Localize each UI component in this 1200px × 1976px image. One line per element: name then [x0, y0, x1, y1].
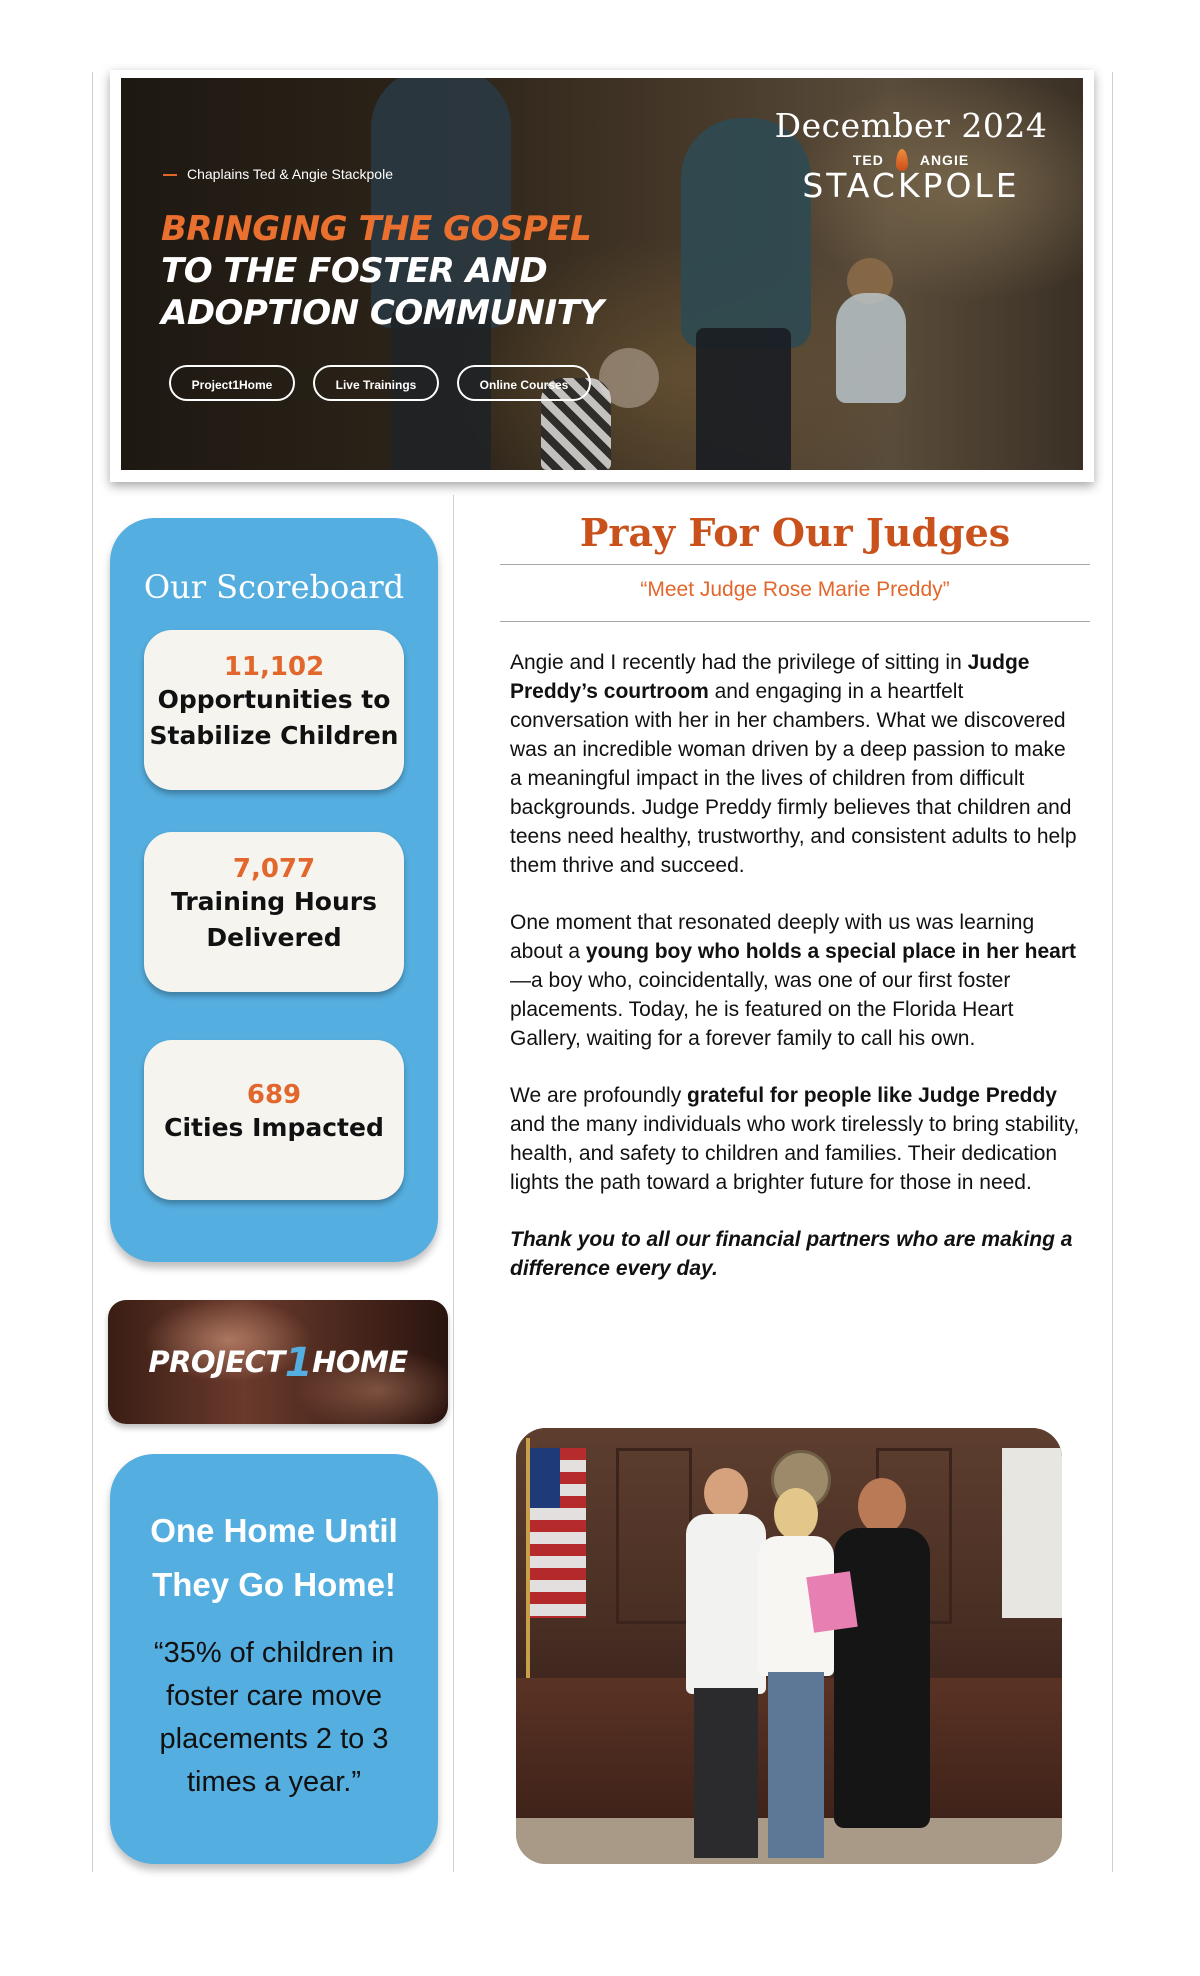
logo-text-home: HOME [312, 1345, 408, 1379]
p1-text-c: and engaging in a heartfelt conversation with her in her chambers. What we discovered was an incredible woman driven by a deep passion to make a meaningful impact in the lives of children from difficult backgrounds. Judge Preddy firmly believes that children and teens need healthy, trustworthy, and consistent adults to help them thrive and succeed. [510, 680, 1077, 877]
brand-name-ted: TED [852, 152, 884, 168]
photo-person-ted [686, 1468, 766, 1858]
stat-card-opportunities [144, 630, 404, 790]
article-subtitle: “Meet Judge Rose Marie Preddy” [640, 578, 950, 601]
project1home-button[interactable]: Project1Home [169, 365, 295, 401]
page-border-right [1112, 72, 1113, 1872]
stat-card-cities [144, 1040, 404, 1200]
stat-number: 689 [246, 1080, 302, 1110]
stat-number: 11,102 [223, 652, 325, 682]
banner-button-row [169, 365, 591, 401]
project1home-banner[interactable] [108, 1300, 448, 1424]
brand-surname: STACKPOLE [802, 166, 1020, 205]
title-divider-top [500, 564, 1090, 565]
brand-name-angie: ANGIE [919, 152, 970, 168]
header-banner [110, 70, 1094, 482]
one-home-title-line-1: One Home Until [150, 1512, 398, 1549]
banner-photo [121, 78, 1083, 470]
photo-figure-woman-legs [696, 328, 791, 470]
photo-person-angie [758, 1488, 834, 1858]
article-title: Pray For Our Judges [579, 510, 1011, 555]
stat-label-line-1: Training Hours [171, 887, 377, 916]
one-home-title-line-2: They Go Home! [152, 1566, 396, 1603]
us-flag-canton [530, 1448, 560, 1508]
logo-text-project: PROJECT [148, 1345, 285, 1379]
scoreboard-panel [110, 518, 438, 1262]
stat-label-line-2: Stabilize Children [149, 721, 399, 750]
page-border-left [92, 72, 93, 1872]
online-courses-button[interactable]: Online Courses [457, 365, 591, 401]
photo-figure-girl [836, 293, 906, 403]
banner-headline [161, 208, 681, 334]
headline-line-3: ADOPTION COMMUNITY [161, 293, 604, 333]
headline-line-1: BRINGING THE GOSPEL [161, 209, 592, 249]
p3-text-a: We are profoundly [510, 1084, 688, 1107]
stat-label-line-2: Delivered [206, 923, 342, 952]
p2-text-a: One moment that resonated deeply with us was learning about a [510, 911, 1035, 963]
stat-number: 7,077 [232, 854, 316, 884]
column-divider [453, 495, 454, 1872]
p3-bold: grateful for people like Judge Preddy [687, 1084, 1057, 1107]
kicker-dash [163, 174, 177, 176]
photo-wall-panel [616, 1448, 692, 1624]
p1-bold: Judge Preddy’s courtroom [510, 651, 1030, 703]
photo-window [1002, 1448, 1062, 1618]
project1home-logo-text [108, 1340, 448, 1386]
banner-kicker [163, 166, 393, 182]
title-divider-bottom [500, 621, 1090, 622]
article-paragraph-2 [510, 908, 1080, 1053]
article-thanks: Thank you to all our financial partners who are making a difference every day. [510, 1228, 1073, 1280]
one-home-panel [110, 1454, 438, 1864]
photo-person-judge [834, 1478, 930, 1858]
p1-text-a: Angie and I recently had the privilege of sitting in [510, 651, 968, 674]
p3-text-c: and the many individuals who work tirelessly to bring stability, health, and safety to children and families. Their dedication lights the path toward a brighter future for those in need. [510, 1113, 1080, 1194]
logo-text-number: 1 [284, 1340, 313, 1386]
stat-card-training-hours [144, 832, 404, 992]
stat-label-line-1: Cities Impacted [164, 1113, 384, 1142]
courtroom-photo [516, 1428, 1062, 1864]
article-paragraph-1 [510, 648, 1080, 880]
issue-date: December 2024 [774, 106, 1048, 145]
one-home-title [120, 1504, 428, 1612]
p2-text-c: —a boy who, coincidentally, was one of our first foster placements. Today, he is featured on the Florida Heart Gallery, waiting for a forever family to call his own. [510, 969, 1014, 1050]
one-home-quote: “35% of children in foster care move placements 2 to 3 times a year.” [153, 1637, 395, 1798]
headline-line-2: TO THE FOSTER AND [161, 251, 548, 291]
article-body [510, 648, 1080, 1311]
scoreboard-title: Our Scoreboard [143, 568, 405, 606]
brand-block [761, 106, 1061, 205]
stat-label-line-1: Opportunities to [157, 685, 391, 714]
article-paragraph-3 [510, 1081, 1080, 1197]
live-trainings-button[interactable]: Live Trainings [313, 365, 439, 401]
photo-book [806, 1571, 857, 1633]
kicker-text: Chaplains Ted & Angie Stackpole [187, 166, 393, 182]
p2-bold: young boy who holds a special place in her heart [585, 940, 1077, 963]
